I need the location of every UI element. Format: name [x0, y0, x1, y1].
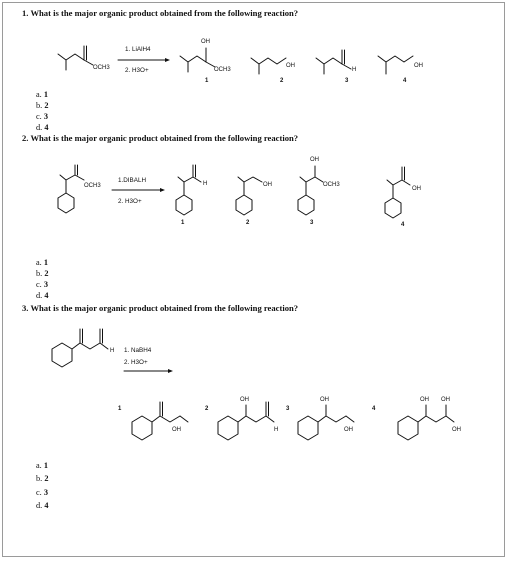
svg-text:2: 2	[205, 406, 209, 412]
svg-text:H: H	[110, 348, 115, 354]
svg-text:4: 4	[403, 78, 407, 84]
svg-text:1: 1	[205, 78, 209, 84]
q3-product-3-structure	[286, 397, 354, 440]
q3-option-a[interactable]: a. 1	[36, 461, 48, 470]
svg-text:OCH3: OCH3	[323, 182, 340, 188]
question-2-prompt: 2. What is the major organic product obtained from the following reaction?	[22, 133, 299, 143]
svg-text:OH: OH	[263, 182, 272, 188]
question-1-prompt: 1. What is the major organic product obtained from the following reaction?	[22, 8, 299, 18]
svg-text:H: H	[352, 67, 357, 73]
svg-text:OH: OH	[344, 427, 353, 433]
svg-text:OH: OH	[286, 63, 295, 69]
svg-text:OCH3: OCH3	[84, 183, 101, 189]
svg-text:1.DIBALH: 1.DIBALH	[118, 177, 146, 184]
q3-product-4-structure	[372, 397, 461, 440]
svg-text:H: H	[274, 427, 279, 433]
svg-text:OH: OH	[414, 63, 423, 69]
q3-option-c[interactable]: c. 3	[36, 488, 48, 497]
q1-option-a[interactable]: a. 1	[36, 90, 48, 99]
svg-text:2. H3O+: 2. H3O+	[118, 198, 142, 205]
svg-text:OH: OH	[172, 427, 181, 433]
q3-reactant-structure	[52, 329, 114, 367]
svg-text:2. H3O+: 2. H3O+	[124, 359, 148, 366]
q3-option-b[interactable]: b. 2	[36, 474, 49, 483]
svg-text:OH: OH	[452, 427, 461, 433]
svg-text:2: 2	[246, 220, 250, 226]
q1-option-d[interactable]: d. 4	[36, 123, 49, 132]
svg-text:3: 3	[345, 78, 349, 84]
q3-reaction-arrow	[124, 347, 173, 373]
svg-text:OH: OH	[320, 397, 329, 403]
svg-text:OH: OH	[201, 39, 210, 45]
svg-text:3: 3	[286, 406, 290, 412]
svg-text:H: H	[203, 181, 208, 187]
q2-option-b[interactable]: b. 2	[36, 269, 49, 278]
svg-text:4: 4	[372, 406, 376, 412]
q3-product-2-structure	[205, 397, 278, 440]
q2-option-a[interactable]: a. 1	[36, 258, 48, 267]
q1-option-c[interactable]: c. 3	[36, 112, 48, 121]
svg-text:1. NaBH4: 1. NaBH4	[124, 347, 152, 354]
svg-text:3: 3	[310, 220, 314, 226]
svg-text:2: 2	[280, 78, 284, 84]
svg-text:1: 1	[118, 406, 122, 412]
svg-text:2. H3O+: 2. H3O+	[125, 67, 149, 74]
svg-text:1. LiAlH4: 1. LiAlH4	[125, 46, 151, 53]
q1-reactant-och3-label: OCH3	[93, 65, 110, 71]
q1-option-b[interactable]: b. 2	[36, 101, 49, 110]
q2-option-d[interactable]: d. 4	[36, 291, 49, 300]
q3-option-d[interactable]: d. 4	[36, 501, 49, 510]
svg-text:OH: OH	[240, 397, 249, 403]
svg-text:OCH3: OCH3	[214, 67, 231, 73]
svg-text:OH: OH	[310, 157, 319, 163]
svg-text:1: 1	[181, 220, 185, 226]
question-3-prompt: 3. What is the major organic product obtained from the following reaction?	[22, 303, 299, 313]
svg-text:OH: OH	[441, 397, 450, 403]
svg-text:OH: OH	[412, 186, 421, 192]
q3-product-1-structure	[118, 402, 188, 440]
svg-text:4: 4	[401, 222, 405, 228]
q2-option-c[interactable]: c. 3	[36, 280, 48, 289]
svg-text:OH: OH	[420, 397, 429, 403]
